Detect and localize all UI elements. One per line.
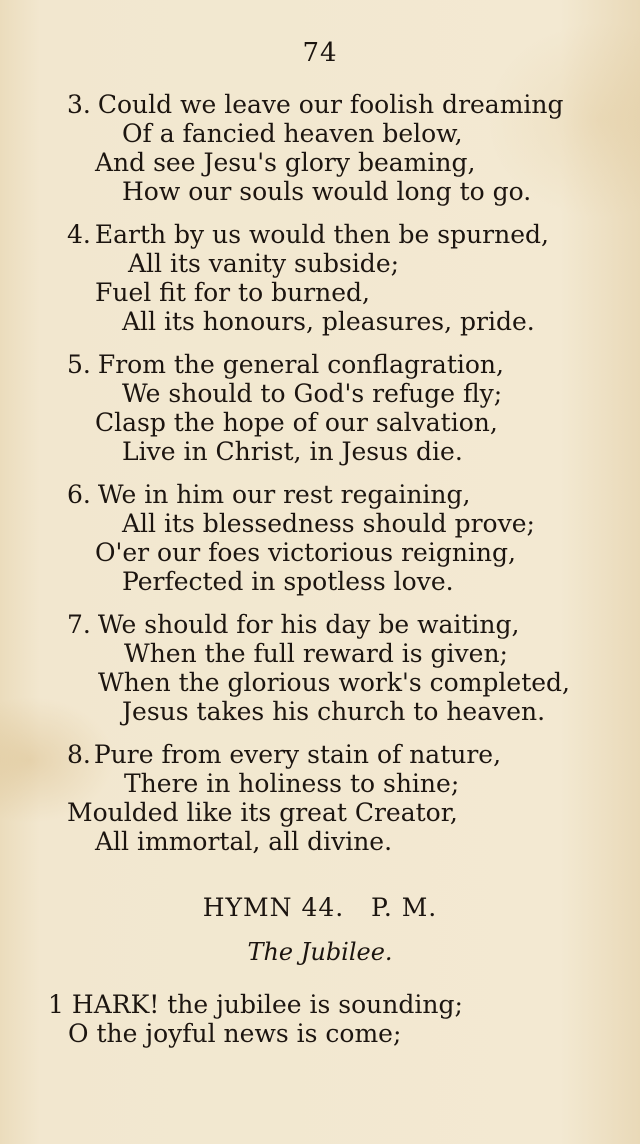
stanza-line: 7. We should for his day be waiting, bbox=[67, 610, 520, 639]
hymn-44-stanza-1 bbox=[0, 990, 640, 1048]
stanza-line: 4. Earth by us would then be spurned, bbox=[67, 220, 549, 249]
stanza-number: 7. bbox=[67, 610, 91, 639]
stanza-line: Live in Christ, in Jesus die. bbox=[122, 437, 463, 466]
stanza-line: Fuel fit for to burned, bbox=[95, 278, 370, 307]
stanza-line: And see Jesu's glory beaming, bbox=[95, 148, 476, 177]
stanza-number: 3. bbox=[67, 90, 91, 119]
stanza-line: Moulded like its great Creator, bbox=[67, 798, 458, 827]
stanza-4 bbox=[0, 220, 640, 336]
stanza-line: All its blessedness should prove; bbox=[122, 509, 535, 538]
page-number: 74 bbox=[302, 38, 338, 68]
stanza-number: 1 bbox=[48, 990, 64, 1019]
stanza-line: Jesus takes his church to heaven. bbox=[122, 697, 546, 726]
hymn-verses bbox=[0, 90, 640, 870]
stanza-line: Perfected in spotless love. bbox=[122, 567, 454, 596]
stanza-line: When the full reward is given; bbox=[124, 639, 508, 668]
stanza-line: 6. We in him our rest regaining, bbox=[67, 480, 471, 509]
stanza-line: How our souls would long to go. bbox=[122, 177, 532, 206]
stanza-3 bbox=[0, 90, 640, 206]
stanza-line: 5. From the general conflagration, bbox=[67, 350, 504, 379]
stanza-number: 8. bbox=[67, 740, 91, 769]
stanza-line: O'er our foes victorious reigning, bbox=[95, 538, 516, 567]
stanza-8 bbox=[0, 740, 640, 856]
hymn-title: HYMN 44. P. M. bbox=[202, 893, 438, 922]
stanza-line: All its vanity subside; bbox=[128, 249, 400, 278]
stanza-line: All immortal, all divine. bbox=[95, 827, 393, 856]
stanza-line: 8. Pure from every stain of nature, bbox=[67, 740, 502, 769]
stanza-6 bbox=[0, 480, 640, 596]
stanza-line: We should to God's refuge fly; bbox=[122, 379, 503, 408]
stanza-line: O the joyful news is come; bbox=[68, 1019, 402, 1048]
hymn-subtitle: The Jubilee. bbox=[247, 938, 393, 966]
stanza-line: When the glorious work's completed, bbox=[98, 668, 570, 697]
stanza-line: 1 HARK! the jubilee is sounding; bbox=[48, 990, 463, 1019]
stanza-line: 3. Could we leave our foolish dreaming bbox=[67, 90, 564, 119]
stanza-number: 4. bbox=[67, 220, 91, 249]
stanza-number: 6. bbox=[67, 480, 91, 509]
stanza-line: All its honours, pleasures, pride. bbox=[122, 307, 535, 336]
stanza-line: There in holiness to shine; bbox=[124, 769, 460, 798]
stanza-number: 5. bbox=[67, 350, 91, 379]
stanza-line: Clasp the hope of our salvation, bbox=[95, 408, 498, 437]
stanza-5 bbox=[0, 350, 640, 466]
stanza-7 bbox=[0, 610, 640, 726]
stanza-line: Of a fancied heaven below, bbox=[122, 119, 463, 148]
